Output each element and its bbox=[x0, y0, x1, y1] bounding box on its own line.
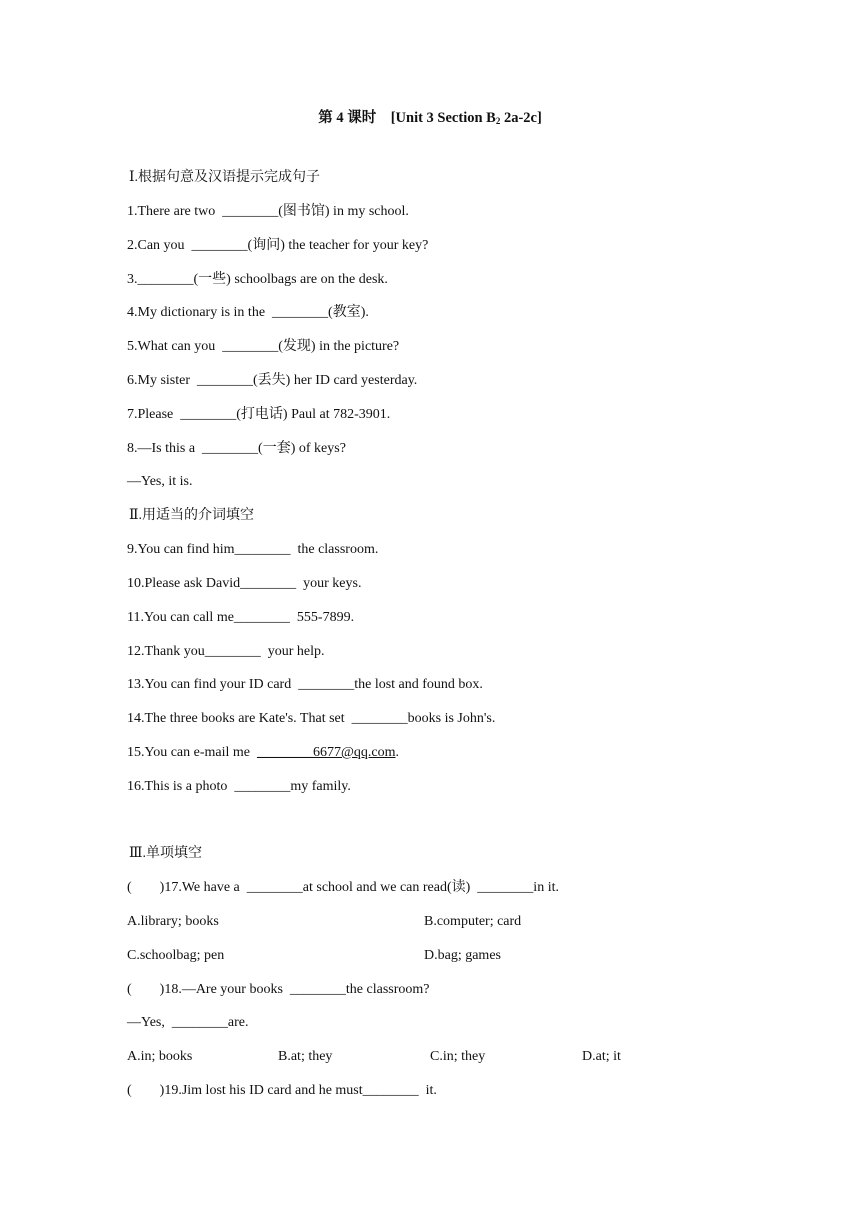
question-6: 6.My sister ________(丢失) her ID card yesterday. bbox=[127, 373, 418, 388]
question-17: ( )17.We have a ________at school and we can read(读) ________in it. bbox=[127, 880, 559, 895]
q17-option-d: D.bag; games bbox=[424, 948, 501, 963]
question-10: 10.Please ask David________ your keys. bbox=[127, 576, 362, 591]
page-title: 第 4 课时 [Unit 3 Section $B_2$ 2a-2c] bbox=[318, 110, 542, 126]
question-3: 3.________(一些) schoolbags are on the desk. bbox=[127, 272, 388, 287]
question-13: 13.You can find your ID card ________the lost and found box. bbox=[127, 677, 483, 692]
q17-option-b: B.computer; card bbox=[424, 914, 522, 929]
question-4: 4.My dictionary is in the ________(教室). bbox=[127, 305, 369, 320]
question-1: 1.There are two ________(图书馆) in my school. bbox=[127, 204, 409, 219]
question-8: 8.—Is this a ________(一套) of keys? bbox=[127, 441, 346, 456]
section-3-heading: Ⅲ.单项填空 bbox=[129, 846, 203, 861]
question-11: 11.You can call me________ 555-7899. bbox=[127, 610, 355, 625]
question-8-answer: —Yes, it is. bbox=[127, 474, 193, 489]
question-19: ( )19.Jim lost his ID card and he must________ it. bbox=[127, 1083, 437, 1098]
section-1-heading: Ⅰ.根据句意及汉语提示完成句子 bbox=[129, 170, 321, 185]
question-14: 14.The three books are Kate's. That set ________books is John's. bbox=[127, 711, 496, 726]
question-15: 15.You can e-mail me ________6677@qq.com. bbox=[127, 745, 399, 760]
q17-option-a: A.library; books bbox=[127, 914, 219, 929]
question-18-response: —Yes, ________are. bbox=[127, 1015, 249, 1030]
question-5: 5.What can you ________(发现) in the picture? bbox=[127, 339, 400, 354]
question-18: ( )18.—Are your books ________the classroom? bbox=[127, 982, 430, 997]
question-7: 7.Please ________(打电话) Paul at 782-3901. bbox=[127, 407, 391, 422]
q18-option-c: C.in; they bbox=[430, 1049, 486, 1064]
q18-option-a: A.in; books bbox=[127, 1049, 193, 1064]
question-16: 16.This is a photo ________my family. bbox=[127, 779, 351, 794]
q18-option-b: B.at; they bbox=[278, 1049, 333, 1064]
question-12: 12.Thank you________ your help. bbox=[127, 644, 325, 659]
question-2: 2.Can you ________(询问) the teacher for your key? bbox=[127, 238, 429, 253]
q17-option-c: C.schoolbag; pen bbox=[127, 948, 225, 963]
question-9: 9.You can find him________ the classroom. bbox=[127, 542, 379, 557]
q18-option-d: D.at; it bbox=[582, 1049, 621, 1064]
email-link[interactable]: ________6677@qq.com bbox=[257, 745, 396, 760]
section-2-heading: Ⅱ.用适当的介词填空 bbox=[129, 508, 255, 523]
